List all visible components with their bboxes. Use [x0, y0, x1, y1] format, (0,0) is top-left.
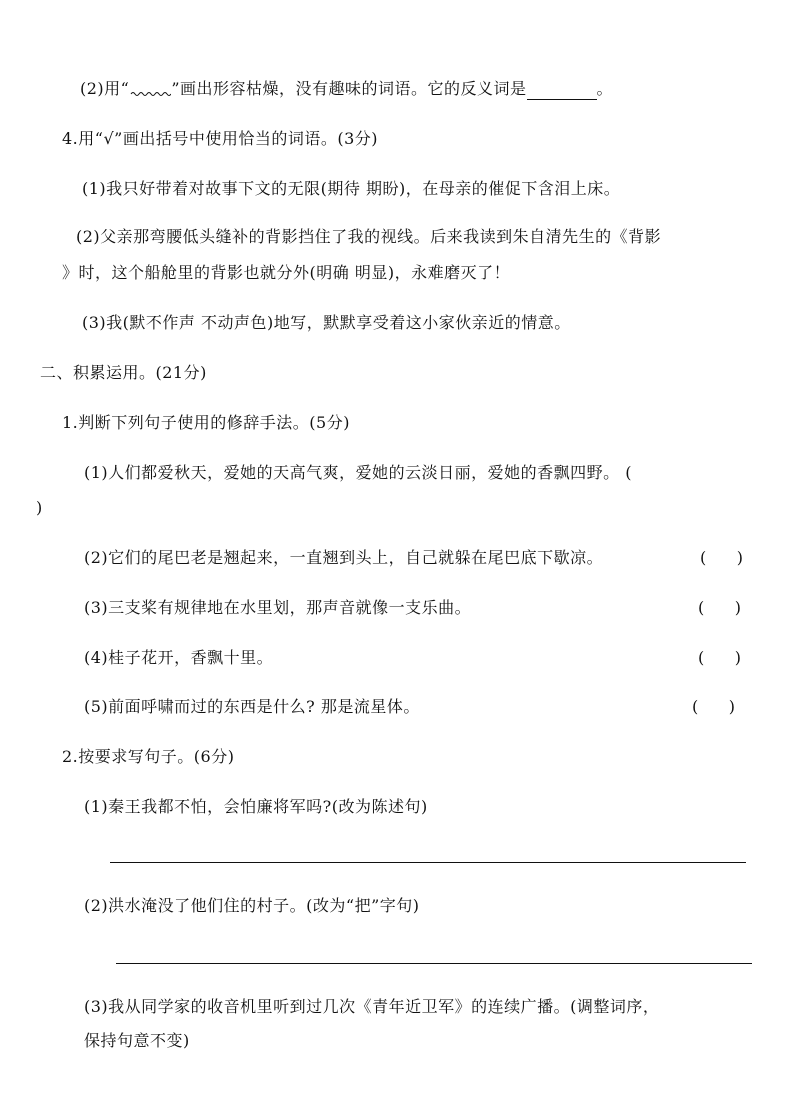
section-2-q1-5: (5)前面呼啸而过的东西是什么? 那是流星体。 [84, 697, 420, 716]
section-2-q1-heading: 1.判断下列句子使用的修辞手法。(5分) [62, 413, 350, 432]
answer-parentheses[interactable]: ( ) [692, 697, 735, 716]
section-2-q1-1-line2: ) [36, 498, 43, 517]
section-2-q1-1-line1: (1)人们都爱秋天，爱她的天高气爽，爱她的云淡日丽，爱她的香飘四野。 ( [84, 463, 632, 482]
section-2-q2-1: (1)秦王我都不怕，会怕廉将军吗?(改为陈述句) [84, 797, 428, 816]
section-2-q2-heading: 2.按要求写句子。(6分) [62, 747, 235, 766]
answer-blank[interactable] [527, 83, 597, 100]
answer-line[interactable] [110, 862, 746, 863]
question-4-2-line1: (2)父亲那弯腰低头缝补的背影挡住了我的视线。后来我读到朱自清先生的《背影 [76, 227, 662, 246]
question-3-2 [80, 78, 613, 100]
question-3-2-prefix: (2)用“ [80, 79, 130, 98]
wavy-underline-mark [129, 83, 171, 97]
question-4-3: (3)我(默不作声 不动声色)地写，默默享受着这小家伙亲近的情意。 [82, 313, 571, 332]
question-4-heading: 4.用“√”画出括号中使用恰当的词语。(3分) [62, 129, 378, 148]
answer-line[interactable] [116, 963, 752, 964]
question-3-2-end: 。 [596, 79, 614, 98]
answer-parentheses[interactable]: ( ) [698, 648, 741, 667]
question-3-2-text: ”画出形容枯燥，没有趣味的词语。它的反义词是 [171, 79, 527, 98]
section-2-q2-2: (2)洪水淹没了他们住的村子。(改为“把”字句) [84, 896, 420, 915]
question-4-2-line2: 》时，这个船舱里的背影也就分外(明确 明显)，永难磨灭了！ [62, 263, 511, 282]
section-2-heading: 二、积累运用。(21分) [40, 363, 207, 382]
answer-parentheses[interactable]: ( ) [698, 598, 741, 617]
section-2-q1-3: (3)三支桨有规律地在水里划，那声音就像一支乐曲。 [84, 598, 472, 617]
section-2-q1-4: (4)桂子花开，香飘十里。 [84, 648, 274, 667]
section-2-q2-3-line1: (3)我从同学家的收音机里听到过几次《青年近卫军》的连续广播。(调整词序， [84, 997, 660, 1016]
section-2-q1-2: (2)它们的尾巴老是翘起来，一直翘到头上，自己就躲在尾巴底下歇凉。 [84, 548, 604, 567]
question-4-1: (1)我只好带着对故事下文的无限(期待 期盼)，在母亲的催促下含泪上床。 [82, 179, 621, 198]
section-2-q2-3-line2: 保持句意不变) [84, 1031, 190, 1050]
answer-parentheses[interactable]: ( ) [700, 548, 743, 567]
